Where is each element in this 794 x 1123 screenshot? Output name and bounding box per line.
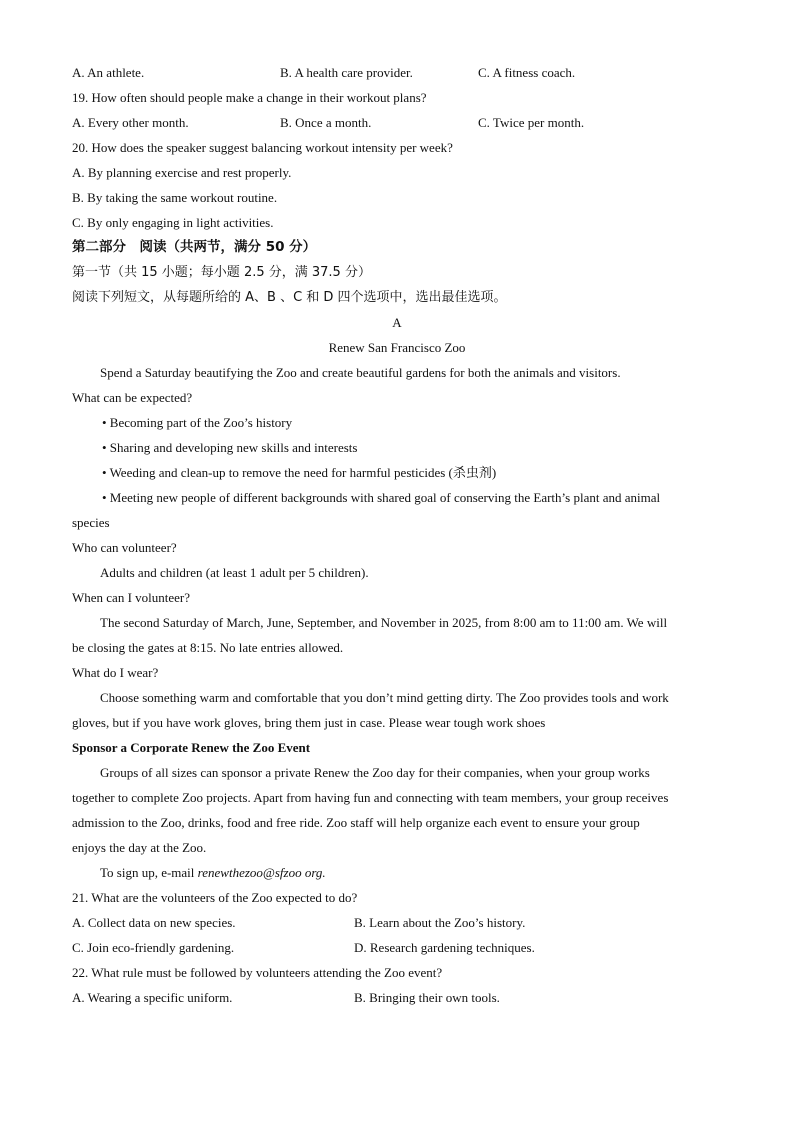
q18-option-b: B. A health care provider. <box>280 65 413 80</box>
bullet-meeting: • Meeting new people of different backgrounds with shared goal of conserving the Earth’s plant and animal <box>102 490 661 505</box>
q18-option-a: A. An athlete. <box>72 65 145 80</box>
q21-option-a: A. Collect data on new species. <box>72 915 236 930</box>
answer-wear-line-1: Choose something warm and comfortable that you don’t mind getting dirty. The Zoo provides tools and work <box>100 690 669 705</box>
q20-option-b: B. By taking the same workout routine. <box>72 190 278 205</box>
q19-option-c: C. Twice per month. <box>478 115 585 130</box>
q19-option-a: A. Every other month. <box>72 115 189 130</box>
sponsor-heading: Sponsor a Corporate Renew the Zoo Event <box>72 740 311 755</box>
q20-option-a: A. By planning exercise and rest properly. <box>72 165 292 180</box>
sponsor-line-4: enjoys the day at the Zoo. <box>72 840 207 855</box>
q18-options <box>72 60 722 85</box>
passage-intro: Spend a Saturday beautifying the Zoo and create beautiful gardens for both the animals and visitors. <box>100 365 621 380</box>
passage-title: Renew San Francisco Zoo <box>328 340 466 355</box>
bullet-skills: • Sharing and developing new skills and interests <box>102 440 358 455</box>
part-title: 第二部分 阅读（共两节，满分 50 分） <box>72 239 317 255</box>
sponsor-line-3: admission to the Zoo, drinks, food and free ride. Zoo staff will help organize each event to ensure your group <box>72 815 640 830</box>
q22-option-b: B. Bringing their own tools. <box>354 990 500 1005</box>
q22-option-a: A. Wearing a specific uniform. <box>72 990 233 1005</box>
question-expected: What can be expected? <box>72 390 193 405</box>
answer-who: Adults and children (at least 1 adult per 5 children). <box>100 565 369 580</box>
q21-option-d: D. Research gardening techniques. <box>354 940 535 955</box>
instruction: 阅读下列短文，从每题所给的 A、B 、C 和 D 四个选项中，选出最佳选项。 <box>72 290 507 305</box>
answer-when-line-2: be closing the gates at 8:15. No late entries allowed. <box>72 640 344 655</box>
q19-options <box>72 110 722 135</box>
subsection-title: 第一节（共 15 小题；每小题 2.5 分，满 37.5 分） <box>72 265 371 280</box>
bullet-weeding: • Weeding and clean-up to remove the need for harmful pesticides (杀虫剂) <box>102 465 497 480</box>
bullet-meeting-continued: species <box>72 515 110 530</box>
answer-when-line-1: The second Saturday of March, June, September, and November in 2025, from 8:00 am to 11:00 am. We will <box>100 615 668 630</box>
q21-option-c: C. Join eco-friendly gardening. <box>72 940 235 955</box>
sponsor-line-1: Groups of all sizes can sponsor a private Renew the Zoo day for their companies, when your group works <box>100 765 650 780</box>
q19-stem: 19. How often should people make a change in their workout plans? <box>72 90 427 105</box>
signup-line <box>72 860 722 885</box>
signup-email: renewthezoo@sfzoo org. <box>197 865 326 880</box>
sponsor-line-2: together to complete Zoo projects. Apart from having fun and connecting with team members, your group receives <box>72 790 669 805</box>
q21-stem: 21. What are the volunteers of the Zoo expected to do? <box>72 890 358 905</box>
q21-options-row-1 <box>72 910 722 935</box>
q18-option-c: C. A fitness coach. <box>478 65 576 80</box>
bullet-history: • Becoming part of the Zoo’s history <box>102 415 293 430</box>
q22-options-row-1 <box>72 985 722 1010</box>
passage-letter: A <box>392 315 402 330</box>
question-who: Who can volunteer? <box>72 540 177 555</box>
question-when: When can I volunteer? <box>72 590 191 605</box>
q19-option-b: B. Once a month. <box>280 115 372 130</box>
signup-prefix: To sign up, e-mail <box>100 865 198 880</box>
q20-option-c: C. By only engaging in light activities. <box>72 215 274 230</box>
q21-option-b: B. Learn about the Zoo’s history. <box>354 915 526 930</box>
q20-stem: 20. How does the speaker suggest balancing workout intensity per week? <box>72 140 453 155</box>
question-wear: What do I wear? <box>72 665 159 680</box>
exam-page <box>72 60 722 1010</box>
answer-wear-line-2: gloves, but if you have work gloves, bring them just in case. Please wear tough work shoes <box>72 715 546 730</box>
q21-options-row-2 <box>72 935 722 960</box>
q22-stem: 22. What rule must be followed by volunteers attending the Zoo event? <box>72 965 443 980</box>
